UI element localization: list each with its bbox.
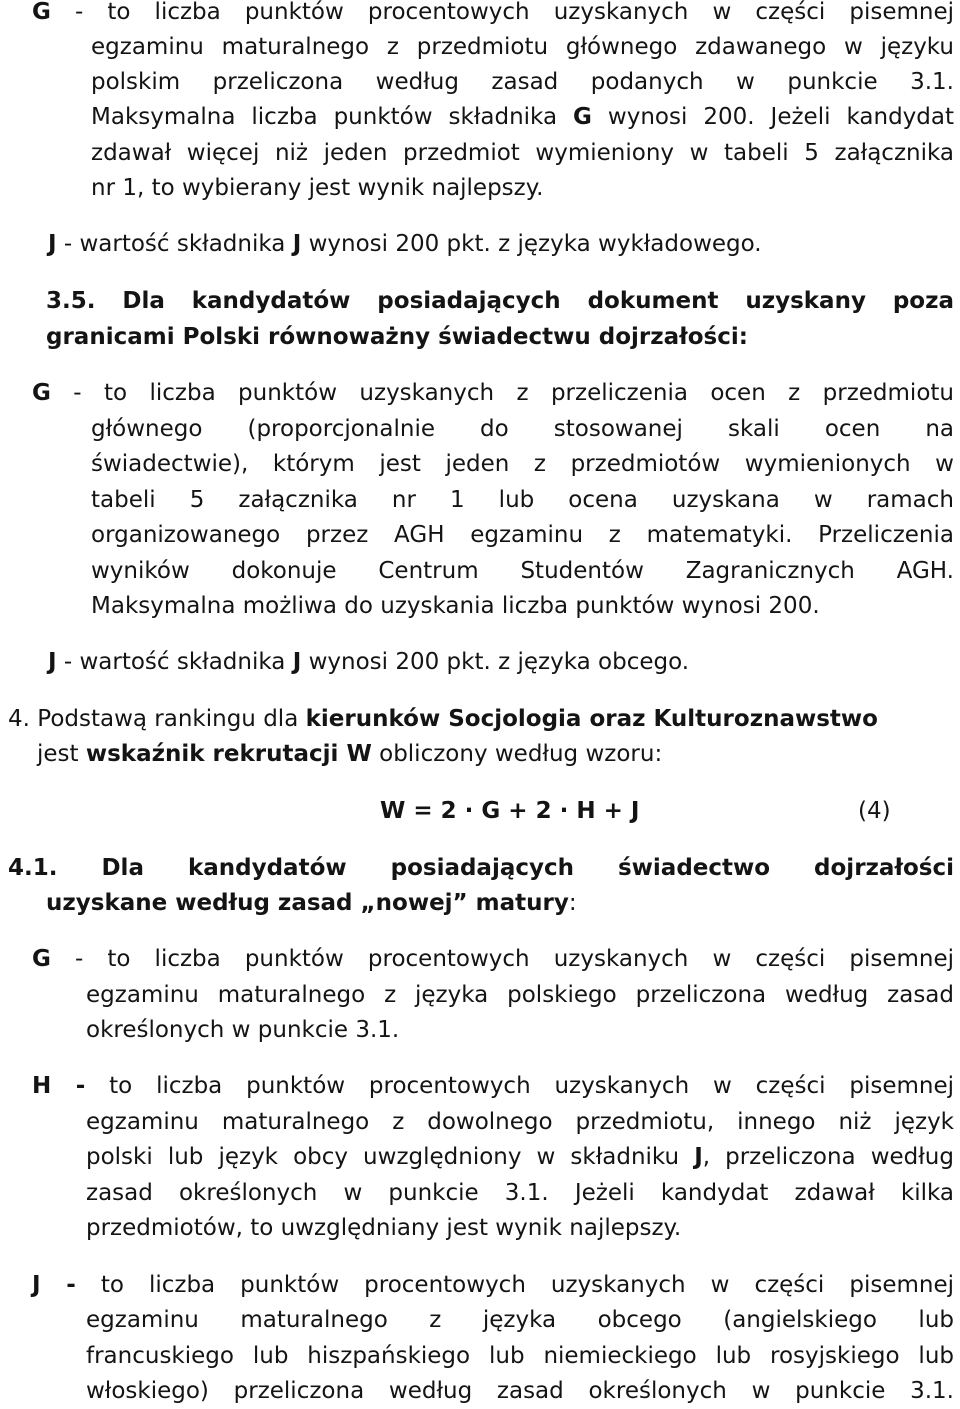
bold-symbol: G [32,0,51,25]
text-line: egzaminu maturalnego z przedmiotu głównego zdawanego w języku [91,34,954,60]
text-span: Podstawą rankingu dla [29,706,306,732]
bold-text: matury [467,890,569,916]
bold-symbol: G [573,104,592,130]
text-line: włoskiego) przeliczona według zasad określonych w punkcie 3.1. [86,1378,954,1404]
bold-symbol: J [292,231,302,257]
text-line [91,99,954,135]
section-heading-4-1-cont [46,885,577,921]
bold-text: wskaźnik rekrutacji W [85,741,372,767]
text-line: określonych w punkcie 3.1. [86,1017,400,1043]
text-line: tabeli 5 załącznika nr 1 lub ocena uzyskana w ramach [91,487,954,513]
text-span: wynosi 200. Jeżeli kandydat [591,104,954,130]
text-span: : [568,890,577,916]
text-line: zdawał więcej niż jeden przedmiot wymieniony w tabeli 5 załącznika [91,140,954,166]
bold-symbol: G [32,380,51,406]
text-line [32,1068,954,1104]
bold-text: „nowej” [360,890,468,916]
text-line [32,375,954,411]
bold-text: kierunków Socjologia oraz Kulturoznawstwo [305,706,878,732]
section-heading-3-5-cont: granicami Polski równoważny świadectwu dojrzałości: [46,324,748,350]
text-span: - wartość składnika [56,231,293,257]
section-4-line2 [37,736,662,772]
text-line: organizowanego przez AGH egzaminu z matematyki. Przeliczenia [91,522,954,548]
text-span: - to liczba punktów procentowych uzyskanych w części pisemnej [50,946,954,972]
bold-symbol: J [292,649,302,675]
text-span: polski lub język obcy uwzględniony w składniku [86,1144,695,1170]
formula-number: (4) [858,798,891,824]
text-line: egzaminu maturalnego z języka polskiego przeliczona według zasad [86,982,954,1008]
text-span: , przeliczona według [702,1144,954,1170]
text-span: - to liczba punktów uzyskanych z przeliczenia ocen z przedmiotu [50,380,954,406]
text-line: przedmiotów, to uwzględniany jest wynik najlepszy. [86,1215,682,1241]
formula: W = 2 · G + 2 · H + J [380,798,640,824]
text-line: zasad określonych w punkcie 3.1. Jeżeli kandydat zdawał kilka [86,1180,954,1206]
bold-symbol: J - [32,1272,76,1298]
text-line: polskim przeliczona według zasad podanych w punkcie 3.1. [91,69,954,95]
bold-symbol: H - [32,1073,86,1099]
j-component-line [48,644,689,680]
text-line: egzaminu maturalnego z języka obcego (angielskiego lub [86,1307,954,1333]
text-span: obliczony według wzoru: [371,741,663,767]
section-number: 4. [8,706,30,732]
text-span: to liczba punktów procentowych uzyskanych w części pisemnej [85,1073,954,1099]
text-span: to liczba punktów procentowych uzyskanych w części pisemnej [75,1272,954,1298]
text-span: jest [37,741,86,767]
text-span: wynosi 200 pkt. z języka wykładowego. [301,231,762,257]
text-line: świadectwie), którym jest jeden z przedmiotów wymienionych w [91,451,954,477]
text-span: wynosi 200 pkt. z języka obcego. [301,649,690,675]
text-span: - wartość składnika [56,649,293,675]
text-line: egzaminu maturalnego z dowolnego przedmiotu, innego niż język [86,1109,954,1135]
text-line: głównego (proporcjonalnie do stosowanej skali ocen na [91,416,954,442]
text-line [86,1139,954,1175]
bold-text: uzyskane według zasad [46,890,361,916]
section-heading-4-1: 4.1. Dla kandydatów posiadających świadectwo dojrzałości [8,855,954,881]
text-span: Maksymalna liczba punktów składnika [91,104,574,130]
j-component-line [48,226,762,262]
section-4-line1 [8,701,878,737]
text-line: francuskiego lub hiszpańskiego lub niemieckiego lub rosyjskiego lub [86,1343,954,1369]
text-line: nr 1, to wybierany jest wynik najlepszy. [91,175,544,201]
bold-symbol: G [32,946,51,972]
text-line [32,941,954,977]
bold-symbol: J [48,649,57,675]
text-span: - to liczba punktów procentowych uzyskanych w części pisemnej [50,0,954,25]
text-line: wyników dokonuje Centrum Studentów Zagranicznych AGH. [91,558,954,584]
text-line [32,1267,954,1303]
bold-symbol: J [694,1144,703,1170]
text-line: Maksymalna możliwa do uzyskania liczba punktów wynosi 200. [91,593,820,619]
text-line [32,0,954,30]
section-heading-3-5: 3.5. Dla kandydatów posiadających dokument uzyskany poza [46,288,954,314]
bold-symbol: J [48,231,57,257]
